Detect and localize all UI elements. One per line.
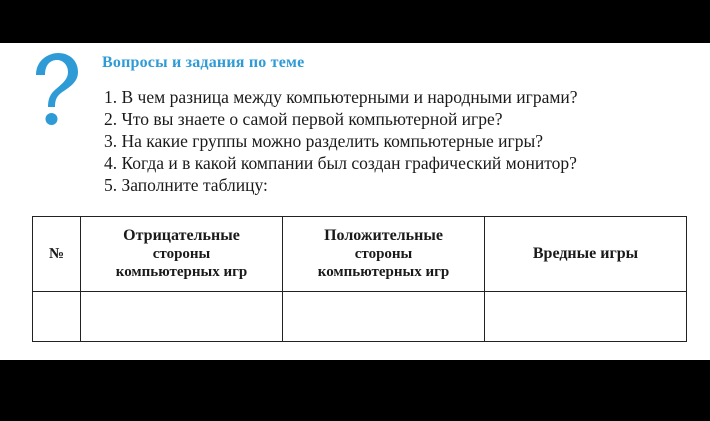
question-item: 1. В чем разница между компьютерными и народными играми? bbox=[104, 87, 578, 107]
table-cell[interactable] bbox=[81, 292, 283, 342]
question-item: 2. Что вы знаете о самой первой компьютерной игре? bbox=[104, 109, 503, 129]
header-positive-sub1: стороны bbox=[354, 246, 413, 262]
header-negative bbox=[81, 217, 283, 292]
question-mark-icon bbox=[28, 51, 80, 131]
table-cell[interactable] bbox=[283, 292, 485, 342]
header-harmful bbox=[485, 217, 687, 292]
section-title: Вопросы и задания по теме bbox=[102, 54, 305, 71]
header-positive-main: Положительные bbox=[324, 227, 443, 244]
header-negative-sub1: стороны bbox=[152, 246, 211, 262]
header-positive-sub2: компьютерных игр bbox=[317, 264, 450, 280]
header-positive bbox=[283, 217, 485, 292]
header-number bbox=[33, 217, 81, 292]
table-row bbox=[33, 292, 687, 342]
question-item: 4. Когда и в какой компании был создан графический монитор? bbox=[104, 153, 577, 173]
answer-table bbox=[32, 216, 687, 342]
table-cell[interactable] bbox=[33, 292, 81, 342]
header-number-label: № bbox=[48, 246, 65, 262]
question-item: 5. Заполните таблицу: bbox=[104, 175, 268, 195]
table-cell[interactable] bbox=[485, 292, 687, 342]
header-harmful-label: Вредные игры bbox=[532, 245, 639, 262]
table-header-row bbox=[33, 217, 687, 292]
question-item: 3. На какие группы можно разделить компьютерные игры? bbox=[104, 131, 544, 151]
question-list bbox=[104, 86, 578, 196]
textbook-page bbox=[0, 43, 710, 360]
header-negative-main: Отрицательные bbox=[123, 227, 240, 244]
header-negative-sub2: компьютерных игр bbox=[115, 264, 248, 280]
